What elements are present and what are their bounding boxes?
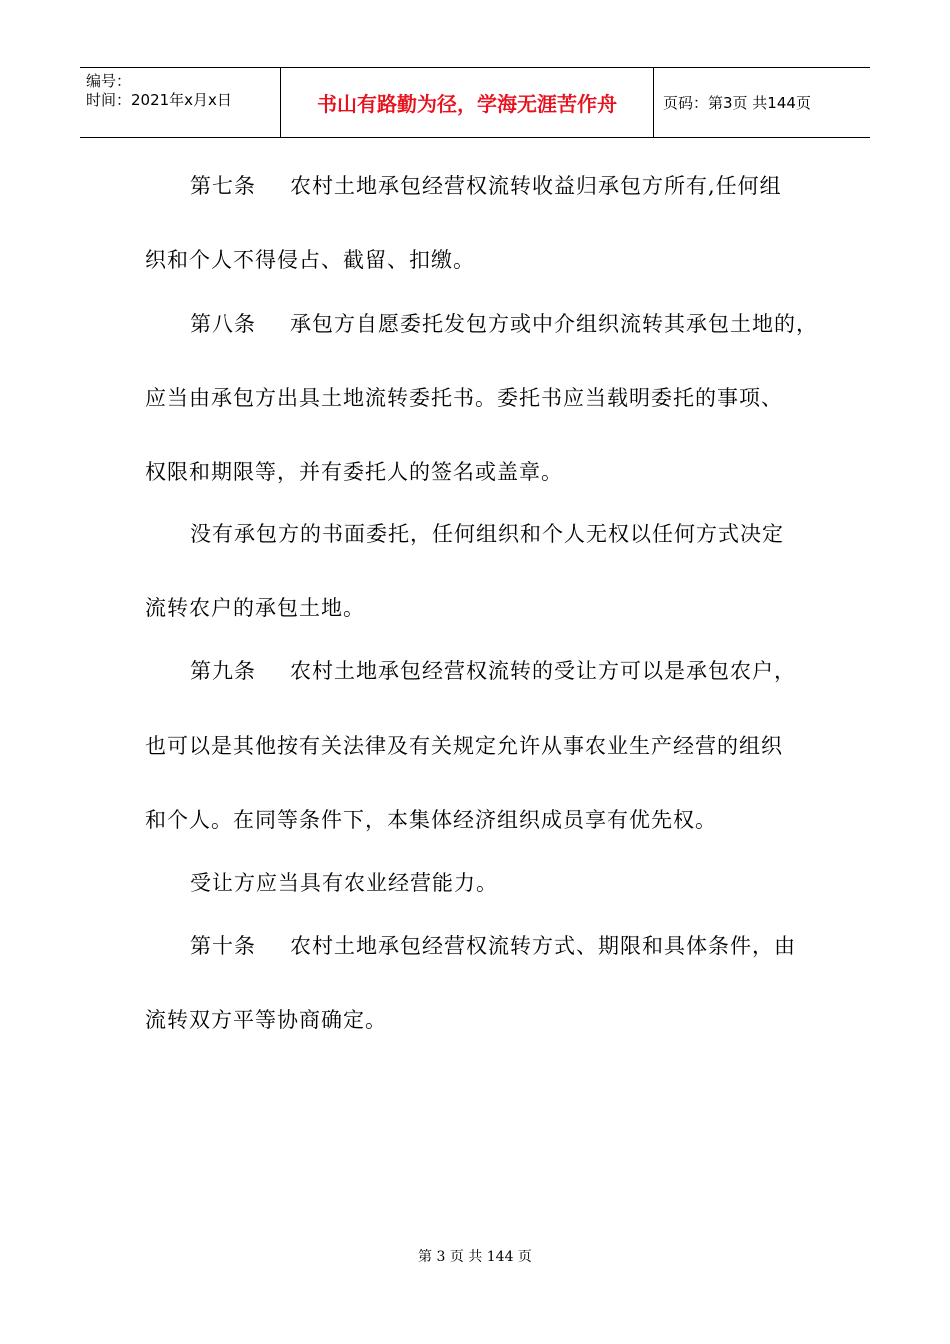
article-8-line-3: 权限和期限等，并有委托人的签名或盖章。 bbox=[145, 460, 563, 484]
article-8-line-1 bbox=[190, 310, 880, 338]
article-10-text-1: 农村土地承包经营权流转方式、期限和具体条件，由 bbox=[290, 934, 796, 958]
article-9-line-3: 和个人。在同等条件下，本集体经济组织成员享有优先权。 bbox=[145, 808, 717, 832]
article-10-line-1 bbox=[190, 932, 880, 960]
article-8-text-1: 承包方自愿委托发包方或中介组织流转其承包土地的， bbox=[290, 312, 818, 336]
header-page-info: 页码：第3页 共144页 bbox=[663, 94, 811, 112]
article-7-heading: 第七条 bbox=[190, 174, 256, 198]
article-8-heading: 第八条 bbox=[190, 312, 256, 336]
article-9-line-1 bbox=[190, 657, 880, 685]
page-header bbox=[80, 67, 870, 138]
number-label: 编号： bbox=[86, 72, 132, 90]
article-10-line-2: 流转双方平等协商确定。 bbox=[145, 1008, 387, 1032]
article-9-line-2: 也可以是其他按有关法律及有关规定允许从事农业生产经营的组织 bbox=[145, 734, 783, 758]
article-9-text-1: 农村土地承包经营权流转的受让方可以是承包农户， bbox=[290, 659, 796, 683]
article-9-heading: 第九条 bbox=[190, 659, 256, 683]
article-7-text-1: 农村土地承包经营权流转收益归承包方所有,任何组 bbox=[290, 174, 782, 198]
article-10-heading: 第十条 bbox=[190, 934, 256, 958]
time-label: 时间：2021年x月x日 bbox=[86, 91, 232, 109]
article-8-line-2: 应当由承包方出具土地流转委托书。委托书应当载明委托的事项、 bbox=[145, 386, 783, 410]
paragraph-5-line-1: 受让方应当具有农业经营能力。 bbox=[190, 871, 498, 895]
header-meta bbox=[80, 68, 281, 137]
paragraph-3-line-2: 流转农户的承包土地。 bbox=[145, 596, 365, 620]
article-7-line-1 bbox=[190, 172, 880, 200]
header-motto: 书山有路勤为径，学海无涯苦作舟 bbox=[281, 68, 654, 137]
article-7-line-2: 织和个人不得侵占、截留、扣缴。 bbox=[145, 248, 475, 272]
page-footer: 第 3 页 共 144 页 bbox=[418, 1249, 532, 1265]
paragraph-3-line-1: 没有承包方的书面委托，任何组织和个人无权以任何方式决定 bbox=[190, 522, 784, 546]
